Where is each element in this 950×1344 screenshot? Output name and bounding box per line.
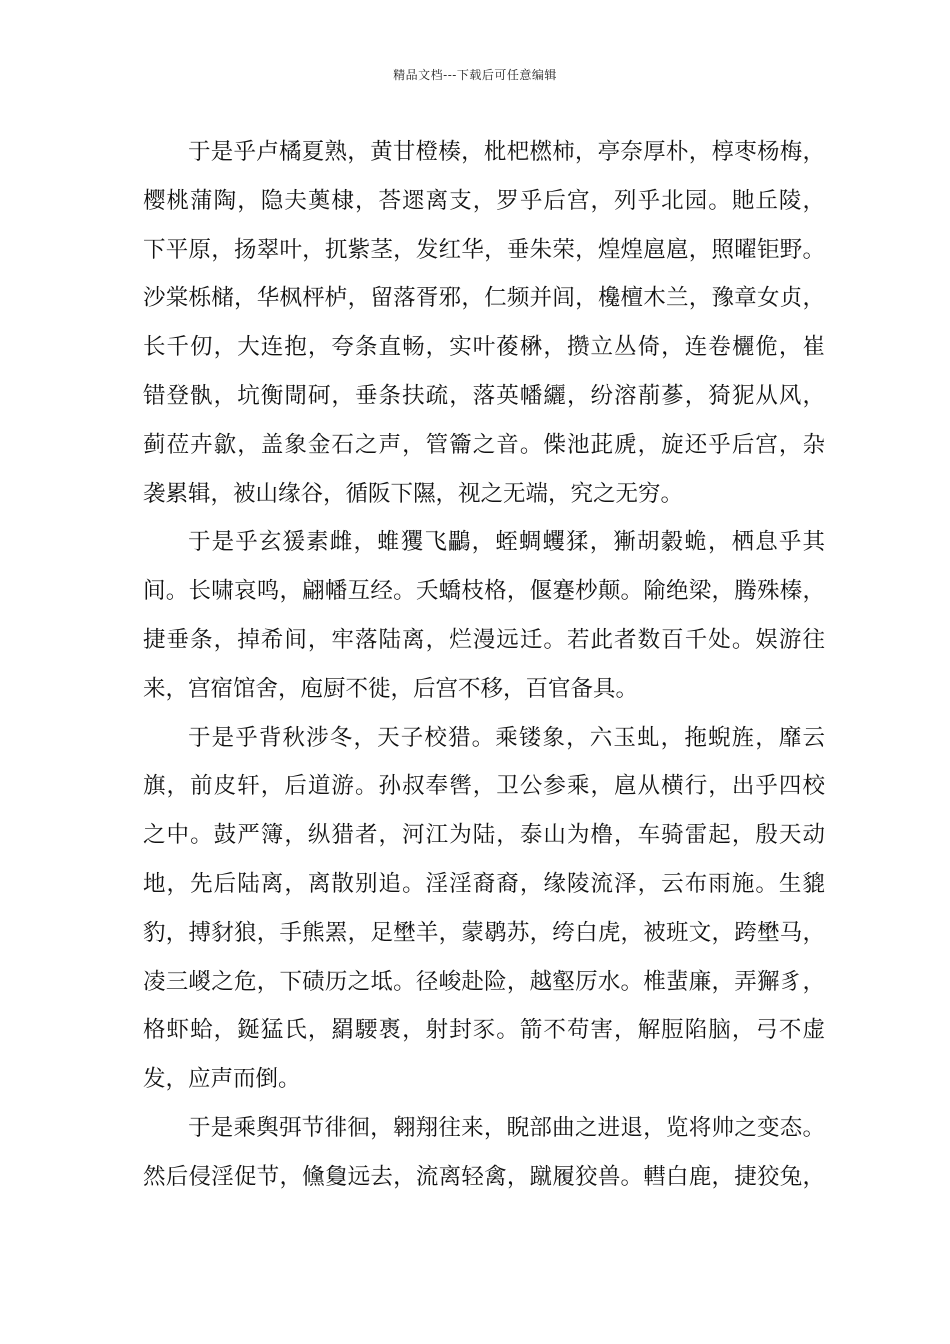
paragraph-line: 间。长啸哀鸣，翩幡互经。夭蟜枝格，偃蹇杪颠。隃绝梁，腾殊榛， bbox=[143, 578, 825, 605]
body-text bbox=[143, 128, 825, 1202]
paragraph-line: 来，宫宿馆舍，庖厨不徙，后宫不移，百官备具。 bbox=[143, 675, 639, 702]
page-header: 精品文档---下载后可任意编辑 bbox=[393, 68, 557, 82]
paragraph-line: 格虾蛤，鋋猛氏，羂騕褭，射封豕。箭不苟害，解脰陷脑，弓不虚 bbox=[143, 1017, 825, 1044]
paragraph-line: 长千仞，大连抱，夸条直畅，实叶葰楙，攒立丛倚，连卷欐佹，崔 bbox=[143, 334, 825, 361]
paragraph-line: 下平原，扬翠叶，扤紫茎，发红华，垂朱荣，煌煌扈扈，照曜钜野。 bbox=[143, 236, 825, 263]
paragraph-line: 蓟莅卉歙，盖象金石之声，管籥之音。偨池茈虒，旋还乎后宫，杂 bbox=[143, 431, 825, 458]
paragraph-line: 袭累辑，被山缘谷，循阪下隰，视之无端，究之无穷。 bbox=[143, 480, 684, 507]
paragraph-line: 于是乘舆弭节徘徊，翱翔往来，睨部曲之进退，览将帅之变态。 bbox=[188, 1114, 825, 1141]
paragraph-line: 沙棠栎槠，华枫枰栌，留落胥邪，仁频并闾，欃檀木兰，豫章女贞， bbox=[143, 285, 825, 312]
paragraph-line: 发，应声而倒。 bbox=[143, 1066, 301, 1093]
paragraph-line: 错登骫，坑衡閜砢，垂条扶疏，落英幡纚，纷溶萷蔘，猗狔从风， bbox=[143, 382, 825, 409]
paragraph-line: 地，先后陆离，离散别追。淫淫裔裔，缘陵流泽，云布雨施。生貔 bbox=[143, 870, 825, 897]
paragraph-line: 然后侵淫促节，儵敻远去，流离轻禽，蹴履狡兽。轊白鹿，捷狡兔， bbox=[143, 1163, 825, 1190]
paragraph-line: 旗，前皮轩，后道游。孙叔奉辔，卫公参乘，扈从横行，出乎四校 bbox=[143, 773, 825, 800]
paragraph-line: 豹，搏豺狼，手熊罴，足壄羊，蒙鹖苏，绔白虎，被班文，跨壄马， bbox=[143, 919, 825, 946]
paragraph-line: 樱桃蒲陶，隐夫薁棣，荅遝离支，罗乎后宫，列乎北园。貤丘陵， bbox=[143, 187, 825, 214]
paragraph-line: 捷垂条，掉希间，牢落陆离，烂漫远迁。若此者数百千处。娱游往 bbox=[143, 626, 825, 653]
paragraph-line: 于是乎玄猨素雌，蜼玃飞鸓，蛭蜩蠼猱，獑胡豰蛫，栖息乎其 bbox=[188, 529, 825, 556]
paragraph-line: 于是乎背秋涉冬，天子校猎。乘镂象，六玉虬，拖蜺旌，靡云 bbox=[188, 724, 825, 751]
paragraph-line: 之中。鼓严簿，纵猎者，河江为陆，泰山为橹，车骑雷起，殷天动 bbox=[143, 822, 825, 849]
paragraph-line: 于是乎卢橘夏熟，黄甘橙楱，枇杷橪柿，亭奈厚朴，椁枣杨梅， bbox=[188, 139, 825, 165]
paragraph-line: 凌三嵕之危，下碛历之坻。径峻赴险，越壑厉水。椎蜚廉，弄獬豸， bbox=[143, 968, 825, 995]
